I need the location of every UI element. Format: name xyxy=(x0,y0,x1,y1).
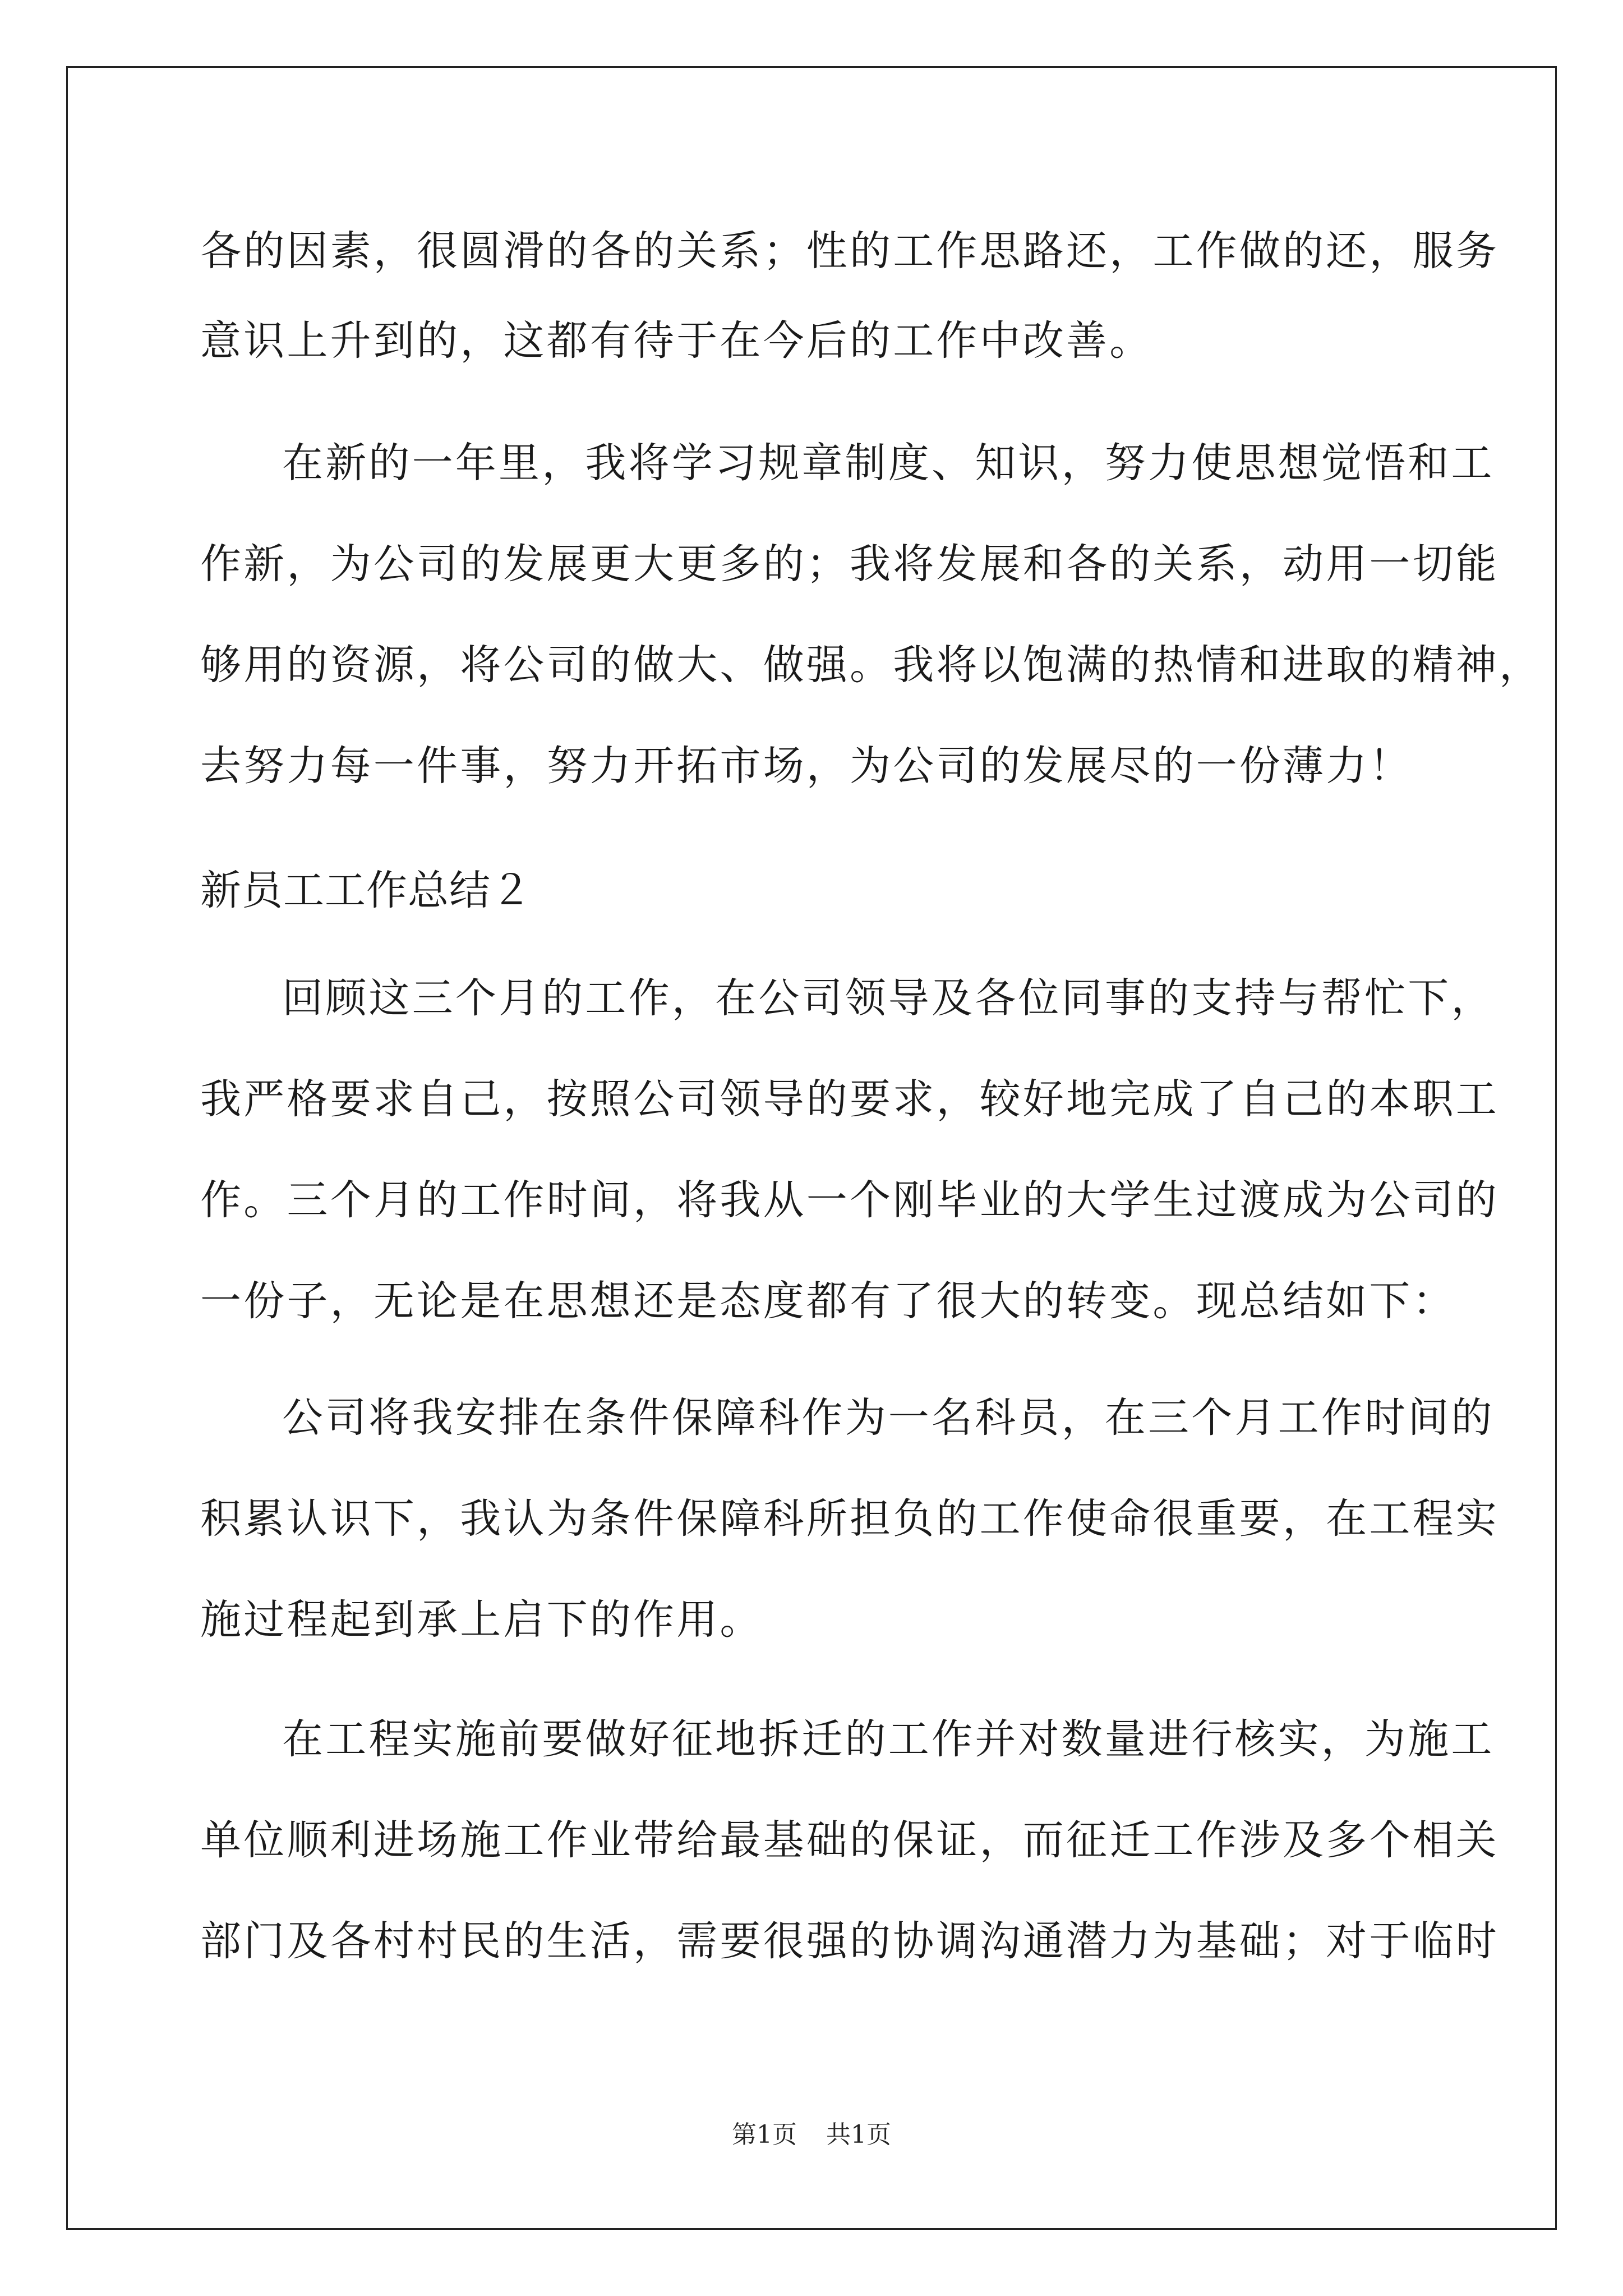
paragraph-line: 去努力每一件事，努力开拓市场，为公司的发展尽的一份薄力！ xyxy=(200,742,1413,790)
paragraph-line: 我严格要求自己，按照公司领导的要求，较好地完成了自己的本职工 xyxy=(200,1075,1499,1123)
paragraph-line: 作新，为公司的发展更大更多的；我将发展和各的关系，动用一切能 xyxy=(200,540,1499,588)
paragraph-line: 在工程实施前要做好征地拆迁的工作并对数量进行核实，为施工 xyxy=(282,1715,1495,1763)
paragraph-line: 公司将我安排在条件保障科作为一名科员，在三个月工作时间的 xyxy=(282,1394,1495,1442)
page-number-total: 共1页 xyxy=(826,2120,891,2149)
paragraph-line: 意识上升到的，这都有待于在今后的工作中改善。 xyxy=(200,317,1153,365)
paragraph-line: 部门及各村村民的生活，需要很强的协调沟通潜力为基础；对于临时 xyxy=(200,1917,1499,1965)
paragraph-line: 施过程起到承上启下的作用。 xyxy=(200,1596,763,1644)
section-heading: 新员工工作总结２ xyxy=(200,867,532,914)
paragraph-line: 一份子，无论是在思想还是态度都有了很大的转变。现总结如下： xyxy=(200,1277,1456,1325)
page-footer xyxy=(0,2119,1623,2151)
paragraph-line: 作。三个月的工作时间，将我从一个刚毕业的大学生过渡成为公司的 xyxy=(200,1176,1499,1224)
paragraph-line: 回顾这三个月的工作，在公司领导及各位同事的支持与帮忙下， xyxy=(282,974,1495,1022)
paragraph-line: 积累认识下，我认为条件保障科所担负的工作使命很重要，在工程实 xyxy=(200,1495,1499,1543)
paragraph-line: 单位顺利进场施工作业带给最基础的保证，而征迁工作涉及多个相关 xyxy=(200,1816,1499,1864)
paragraph-line: 在新的一年里，我将学习规章制度、知识，努力使思想觉悟和工 xyxy=(282,439,1495,487)
paragraph-line: 各的因素，很圆滑的各的关系；性的工作思路还，工作做的还，服务 xyxy=(200,227,1499,275)
paragraph-line: 够用的资源，将公司的做大、做强。我将以饱满的热情和进取的精神， xyxy=(200,641,1543,689)
page-border xyxy=(66,66,1557,2230)
page-number-current: 第1页 xyxy=(732,2120,797,2149)
